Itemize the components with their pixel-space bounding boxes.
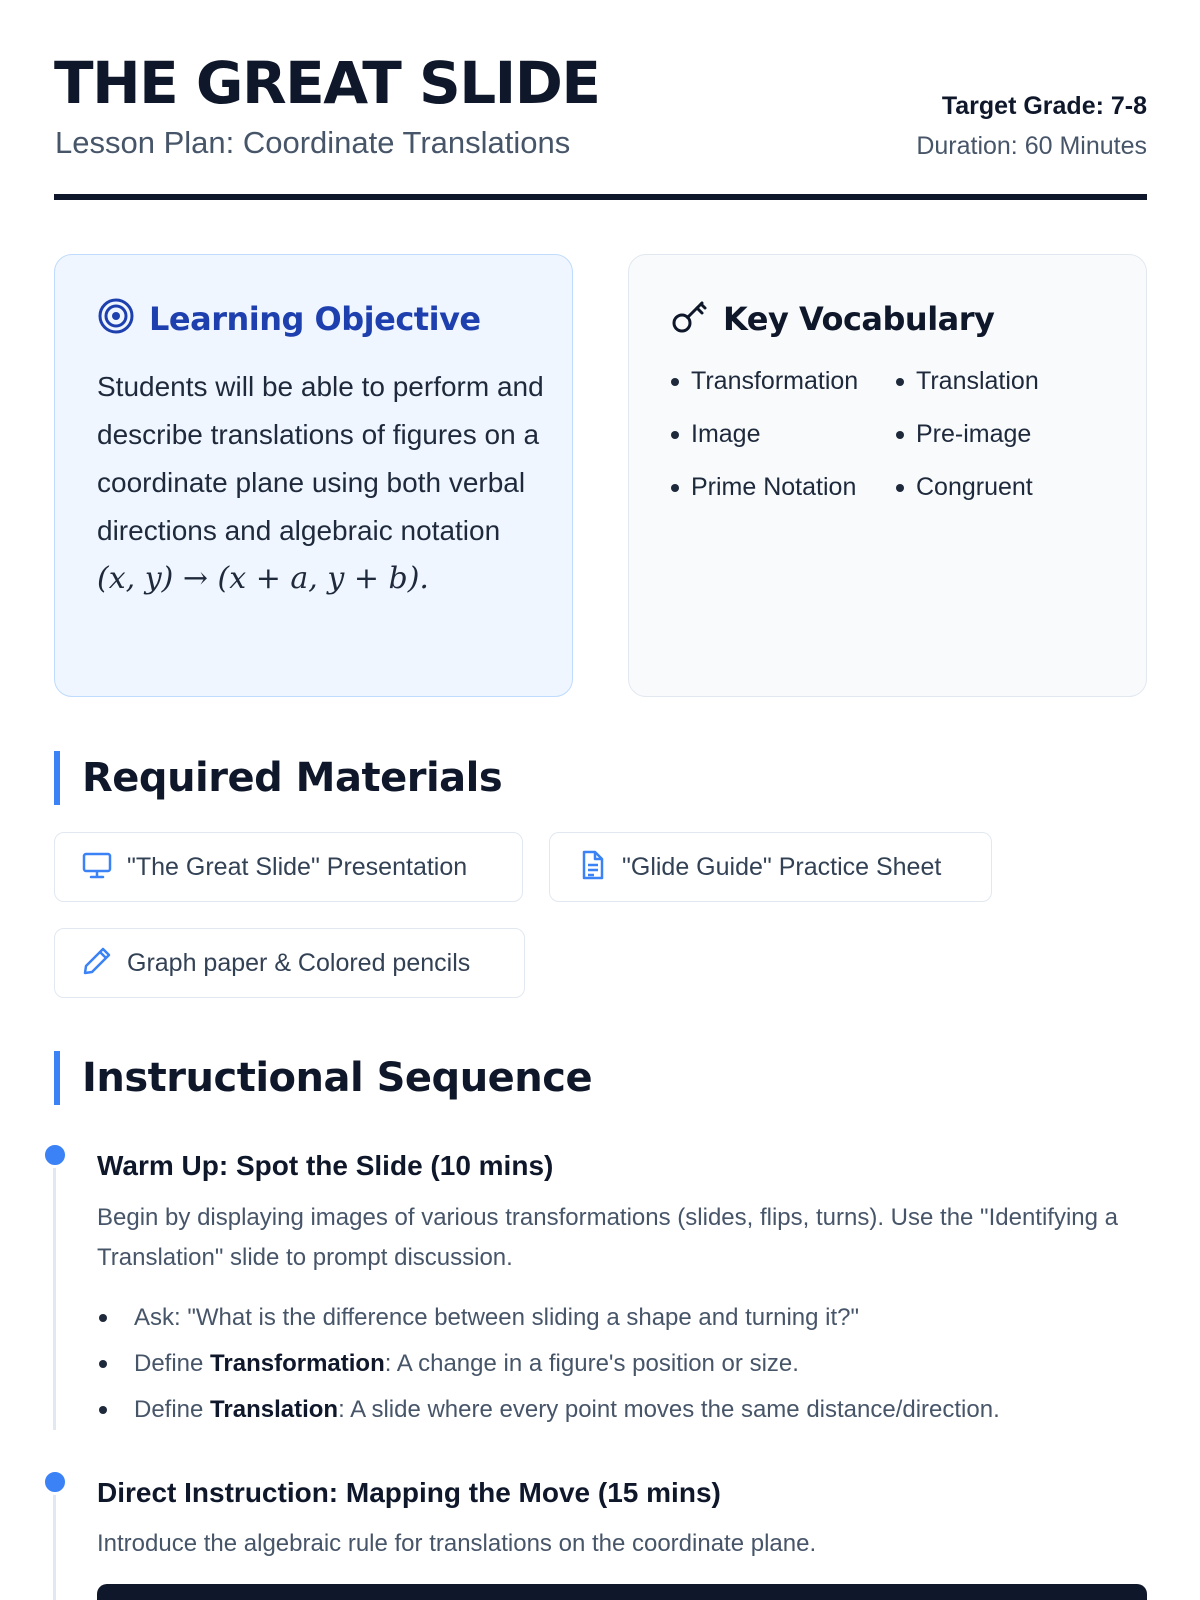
translation-formula: (x, y) → (x + a, y + b).	[97, 561, 429, 596]
vocabulary-title: Key Vocabulary	[723, 299, 995, 338]
objective-text: Students will be able to perform and describe translations of figures on a coordinate plane using both verbal directions and algebraic notation	[97, 371, 544, 546]
objective-text-block	[97, 363, 547, 603]
list-item: Ask: "What is the difference between sliding a shape and turning it?"	[97, 1295, 1147, 1341]
header-divider	[54, 194, 1147, 200]
lesson-header	[54, 50, 1147, 200]
material-label: "The Great Slide" Presentation	[127, 852, 468, 881]
step-bullet-list	[97, 1295, 1147, 1433]
target-grade: Target Grade: 7-8	[941, 92, 1147, 120]
material-practice-sheet[interactable]	[549, 832, 992, 902]
materials-title: Required Materials	[82, 755, 503, 801]
section-accent-bar	[54, 1051, 60, 1105]
step-description: Begin by displaying images of various transformations (slides, flips, turns). Use the "Identifying a Translation" slide to prompt discussion.	[97, 1204, 1118, 1271]
material-label: "Glide Guide" Practice Sheet	[622, 852, 942, 881]
list-item: Define Translation: A slide where every point moves the same distance/direction.	[97, 1387, 1147, 1433]
timeline-dot	[42, 1142, 68, 1168]
key-vocabulary-card	[628, 254, 1147, 697]
sequence-title: Instructional Sequence	[82, 1055, 593, 1101]
objective-title: Learning Objective	[149, 299, 481, 338]
monitor-icon	[81, 849, 113, 886]
list-item: Define Transformation: A change in a figure's position or size.	[97, 1341, 1147, 1387]
sequence-heading	[54, 1051, 592, 1105]
timeline-line	[53, 1156, 56, 1430]
rule-code-block	[97, 1584, 1147, 1600]
page-subtitle: Lesson Plan: Coordinate Translations	[55, 125, 571, 160]
learning-objective-card	[54, 254, 573, 697]
document-icon	[576, 849, 608, 886]
step-title: Direct Instruction: Mapping the Move (15 mins)	[97, 1477, 721, 1508]
timeline-line	[53, 1483, 56, 1600]
step-description: Introduce the algebraic rule for translations on the coordinate plane.	[97, 1530, 817, 1557]
material-label: Graph paper & Colored pencils	[127, 948, 471, 977]
step-title: Warm Up: Spot the Slide (10 mins)	[97, 1150, 554, 1181]
page-title: THE GREAT SLIDE	[54, 49, 600, 117]
material-presentation[interactable]	[54, 832, 523, 902]
target-icon	[97, 297, 135, 340]
key-icon	[671, 297, 709, 340]
section-accent-bar	[54, 751, 60, 805]
vocab-term: Translation	[896, 365, 1096, 398]
vocab-term: Transformation	[671, 365, 896, 398]
vocab-term: Prime Notation	[671, 471, 896, 504]
vocab-term: Image	[671, 418, 896, 451]
vocabulary-list	[671, 365, 1096, 504]
timeline-dot	[42, 1469, 68, 1495]
vocab-term: Congruent	[896, 471, 1096, 504]
lesson-duration: Duration: 60 Minutes	[916, 132, 1147, 160]
materials-heading	[54, 751, 502, 805]
material-graph-paper[interactable]	[54, 928, 525, 998]
pencil-icon	[81, 945, 113, 982]
vocab-term: Pre-image	[896, 418, 1096, 451]
